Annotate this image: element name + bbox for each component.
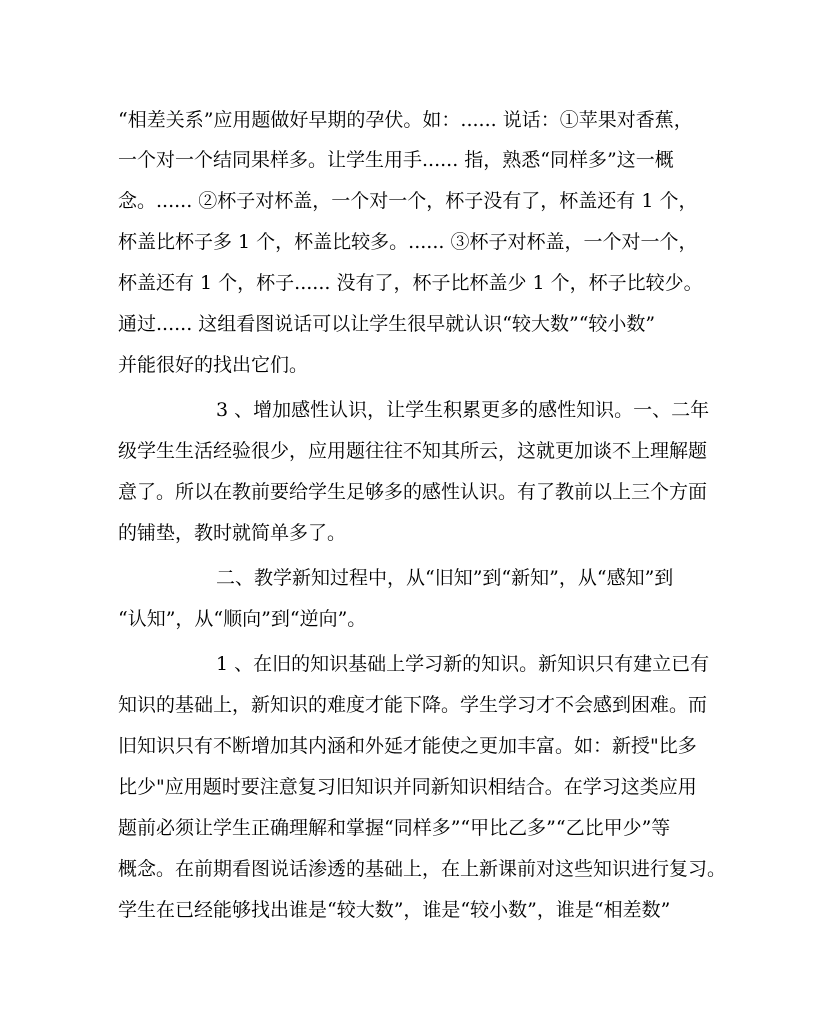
text-line: 题前必须让学生正确理解和掌握“同样多”“甲比乙多”“乙比甲少”等 (118, 817, 671, 839)
text-line: 念。...... ②杯子对杯盖，一个对一个，杯子没有了，杯盖还有 1 个， (118, 190, 698, 212)
text-line: 的铺垫，教时就简单多了。 (118, 522, 347, 544)
text-line: 通过...... 这组看图说话可以让学生很早就认识“较大数”“较小数” (118, 313, 656, 335)
text-line: 级学生生活经验很少，应用题往往不知其所云，这就更加谈不上理解题 (118, 440, 708, 462)
text-line: 杯盖还有 1 个，杯子...... 没有了，杯子比杯盖少 1 个，杯子比较少。 (118, 272, 703, 294)
text-line: 知识的基础上，新知识的难度才能下降。学生学习才不会感到困难。而 (118, 694, 708, 716)
text-line: 一个对一个结同果样多。让学生用手...... 指，熟悉“同样多”这一概 (118, 149, 674, 171)
text-line: 3 、增加感性认识，让学生积累更多的感性知识。一、二年 (216, 399, 710, 421)
text-line: 学生在已经能够找出谁是“较大数”，谁是“较小数”，谁是“相差数” (118, 899, 671, 921)
text-line: 概念。在前期看图说话渗透的基础上，在上新课前对这些知识进行复习。 (118, 858, 727, 880)
text-line: 二、教学新知过程中，从“旧知”到“新知”，从“感知”到 (216, 567, 674, 589)
text-line: “相差关系”应用题做好早期的孕伏。如：...... 说话：①苹果对香蕉， (118, 109, 693, 131)
text-line: 并能很好的找出它们。 (118, 354, 309, 376)
text-line: 比少"应用题时要注意复习旧知识并同新知识相结合。在学习这类应用 (118, 776, 697, 798)
text-line: 旧知识只有不断增加其内涵和外延才能使之更加丰富。如：新授"比多 (118, 735, 697, 757)
text-line: 1 、在旧的知识基础上学习新的知识。新知识只有建立已有 (216, 653, 710, 675)
text-line: 杯盖比杯子多 1 个，杯盖比较多。...... ③杯子对杯盖，一个对一个， (118, 231, 698, 253)
text-line: “认知”，从“顺向”到“逆向”。 (118, 608, 367, 630)
text-line: 意了。所以在教前要给学生足够多的感性认识。有了教前以上三个方面 (118, 481, 708, 503)
